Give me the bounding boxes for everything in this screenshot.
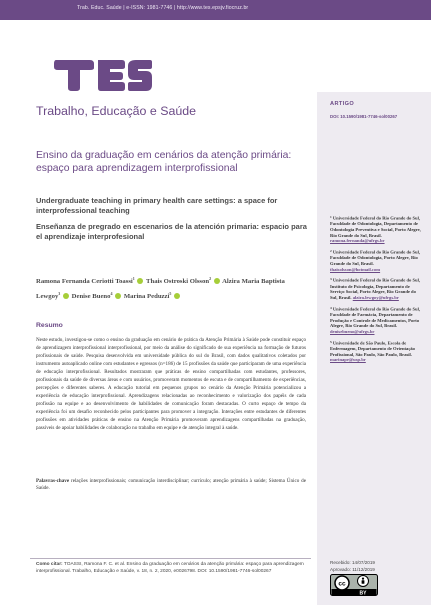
title-english: Undergraduate teaching in primary health care settings: a space for interprofessional teaching [36, 196, 278, 215]
affiliation-item [330, 306, 422, 335]
affiliation-item [330, 340, 422, 363]
journal-logo [52, 58, 152, 92]
abstract-heading: Resumo [36, 322, 63, 329]
affiliation-text: Universidade Federal do Rio Grande do Sul, Faculdade de Odontologia, Departamento de Odontologia Preventiva e Social, Porto Alegre, Rio Grande do Sul, Brasil. [330, 215, 421, 238]
affiliation-number: 4 [330, 305, 332, 310]
affiliation-number: 2 [330, 249, 332, 254]
orcid-icon[interactable] [214, 278, 220, 284]
affiliation-number: 5 [330, 339, 332, 344]
sidebar-top [317, 20, 431, 92]
keywords-label: Palavras-chave [36, 478, 70, 484]
author-name: Ramona Fernanda Ceriotti Toassi [36, 278, 133, 286]
affiliation-item [330, 277, 422, 300]
affiliation-number: 1 [330, 215, 332, 219]
author-email-link[interactable]: marinape@usp.br [330, 357, 366, 363]
author-name: Marina Peduzzi [123, 293, 170, 301]
keywords [36, 478, 306, 493]
citation [36, 562, 308, 575]
author-affiliation-sup: 3 [58, 290, 61, 296]
creative-commons-by-icon[interactable] [330, 574, 378, 596]
author-name: Denise Bueno [71, 293, 111, 301]
author-affiliation-sup: 2 [209, 276, 212, 281]
citation-label: Como citar: [36, 562, 63, 567]
orcid-icon[interactable] [63, 293, 69, 299]
author-affiliation-sup: 1 [132, 276, 135, 281]
title-portuguese: Ensino da graduação em cenários da atenção primária: espaço para aprendizagem interprofissional [36, 150, 292, 174]
author-name: Alzira Maria Baptista Lewgoy [36, 278, 285, 301]
keywords-text: relações interprofissionais; comunicação interdisciplinar; currículo; atenção primária à saúde; Sistema Único de Saúde. [36, 478, 306, 492]
footer-divider [30, 558, 311, 559]
author-email-link[interactable]: thaisolsson@hotmail.com [330, 266, 381, 272]
affiliation-text: Universidade Federal do Rio Grande do Sul, Faculdade de Odontologia, Porto Alegre, Rio Grande do Sul, Brasil. [330, 249, 421, 266]
affiliation-text: Universidade Federal do Rio Grande do Sul, Instituto de Psicologia, Departamento de Serviço Social, Porto Alegre, Rio Grande do Sul, Brasil. [330, 277, 421, 300]
article-doi: DOI: 10.1590/1981-7746-sol00267 [330, 114, 398, 119]
citation-text: TOASSI, Ramona F. C. et al. Ensino da graduação em cenários da atenção primária: espaço para aprendizagem interprofissional. Trabalho, Educação e Saúde, v. 18, n. 2, 2020, e0026798. DOI: 10.1590/1981-7746-sol00267 [36, 562, 304, 574]
title-spanish: Enseñanza de pregrado en escenarios de la atención primaria: espacio para el aprendizaje interprofesional [36, 222, 307, 241]
author-email-link[interactable]: alzira.lewgoy@ufrgs.br [352, 294, 399, 300]
article-dates [330, 560, 375, 573]
author-name: Thais Ostroski Olsson [146, 278, 210, 286]
affiliation-item [330, 249, 422, 272]
author-email-link[interactable]: ramona.fernanda@ufrgs.br [330, 238, 385, 244]
cc-text: cc [338, 580, 346, 588]
abstract-body: Neste estudo, investigou-se como o ensino da graduação em cenário de prática da Atenção Primária à Saúde pode constituir espaço de aprendizagem interprofissional interprofissional, por meio da análise do significado de sua experiência na formação de futuros profissionais de saúde. Pesquisa desenvolvida em universidade pública do sul do Brasil, com dados qualitativos coletados por instrumento autoaplicado online com estudantes e egressos (n=186) de 15 profissões da saúde que participaram de uma experiência de educação interprofissional. Resultados mostraram que práticas de ensino compartilhadas com estudantes, professores, profissionais da saúde de diversas áreas e com usuários, promoveram momentos de escuta e de compartilhamento de experiências, percepções e diferentes saberes. A educação tutorial em pequenos grupos no cenário da Atenção Primária potencializou a experiência de educação interprofissional. Aprendizagens relacionadas ao reconhecimento e valorização dos papéis de cada profissão na equipe e ao desenvolvimento de habilidades de comunicação foram destacadas. O curto espaço de tempo da experiência foi um desafio reconhecido pelos participantes para promover a integração. Interações entre estudantes de diferentes profissões em atividades práticas de ensino na Atenção Primária promoveram aprendizagens compartilhadas na graduação, passíveis de apoiar habilidades de colaboração no trabalho em equipe e de atenção integral à saúde. [36, 337, 306, 431]
author-list [36, 273, 308, 303]
affiliation-text: Universidade Federal do Rio Grande do Sul, Faculdade de Farmácia, Departamento de Produção e Controle de Medicamentos, Porto Alegre, Rio Grande do Sul, Brasil. [330, 306, 421, 329]
affiliation-number: 3 [330, 277, 332, 282]
orcid-icon[interactable] [137, 278, 143, 284]
received-date: Recebido: 14/07/2019 [330, 560, 375, 565]
by-text: BY [359, 590, 367, 596]
affiliation-item [330, 215, 422, 244]
orcid-icon[interactable] [174, 293, 180, 299]
orcid-icon[interactable] [115, 293, 121, 299]
author-email-link[interactable]: denisebueno@ufrgs.br [330, 328, 375, 334]
affiliation-text: Universidade de São Paulo, Escola de Enfermagem, Departamento de Orientação Profissional, São Paulo, São Paulo, Brasil. [330, 340, 415, 357]
article-type-label: ARTIGO [330, 101, 355, 107]
author-affiliation-sup: 4 [110, 290, 113, 296]
journal-meta: Trab. Educ. Saúde | e-ISSN: 1981-7746 | http://www.tes.epsjv.fiocruz.br [77, 5, 249, 11]
affiliation-list [330, 215, 422, 368]
author-affiliation-sup: 5 [169, 290, 172, 296]
journal-name: Trabalho, Educação e Saúde [36, 104, 197, 118]
journal-header-bar [0, 0, 431, 20]
approved-date: Aprovado: 11/12/2019 [330, 566, 375, 572]
